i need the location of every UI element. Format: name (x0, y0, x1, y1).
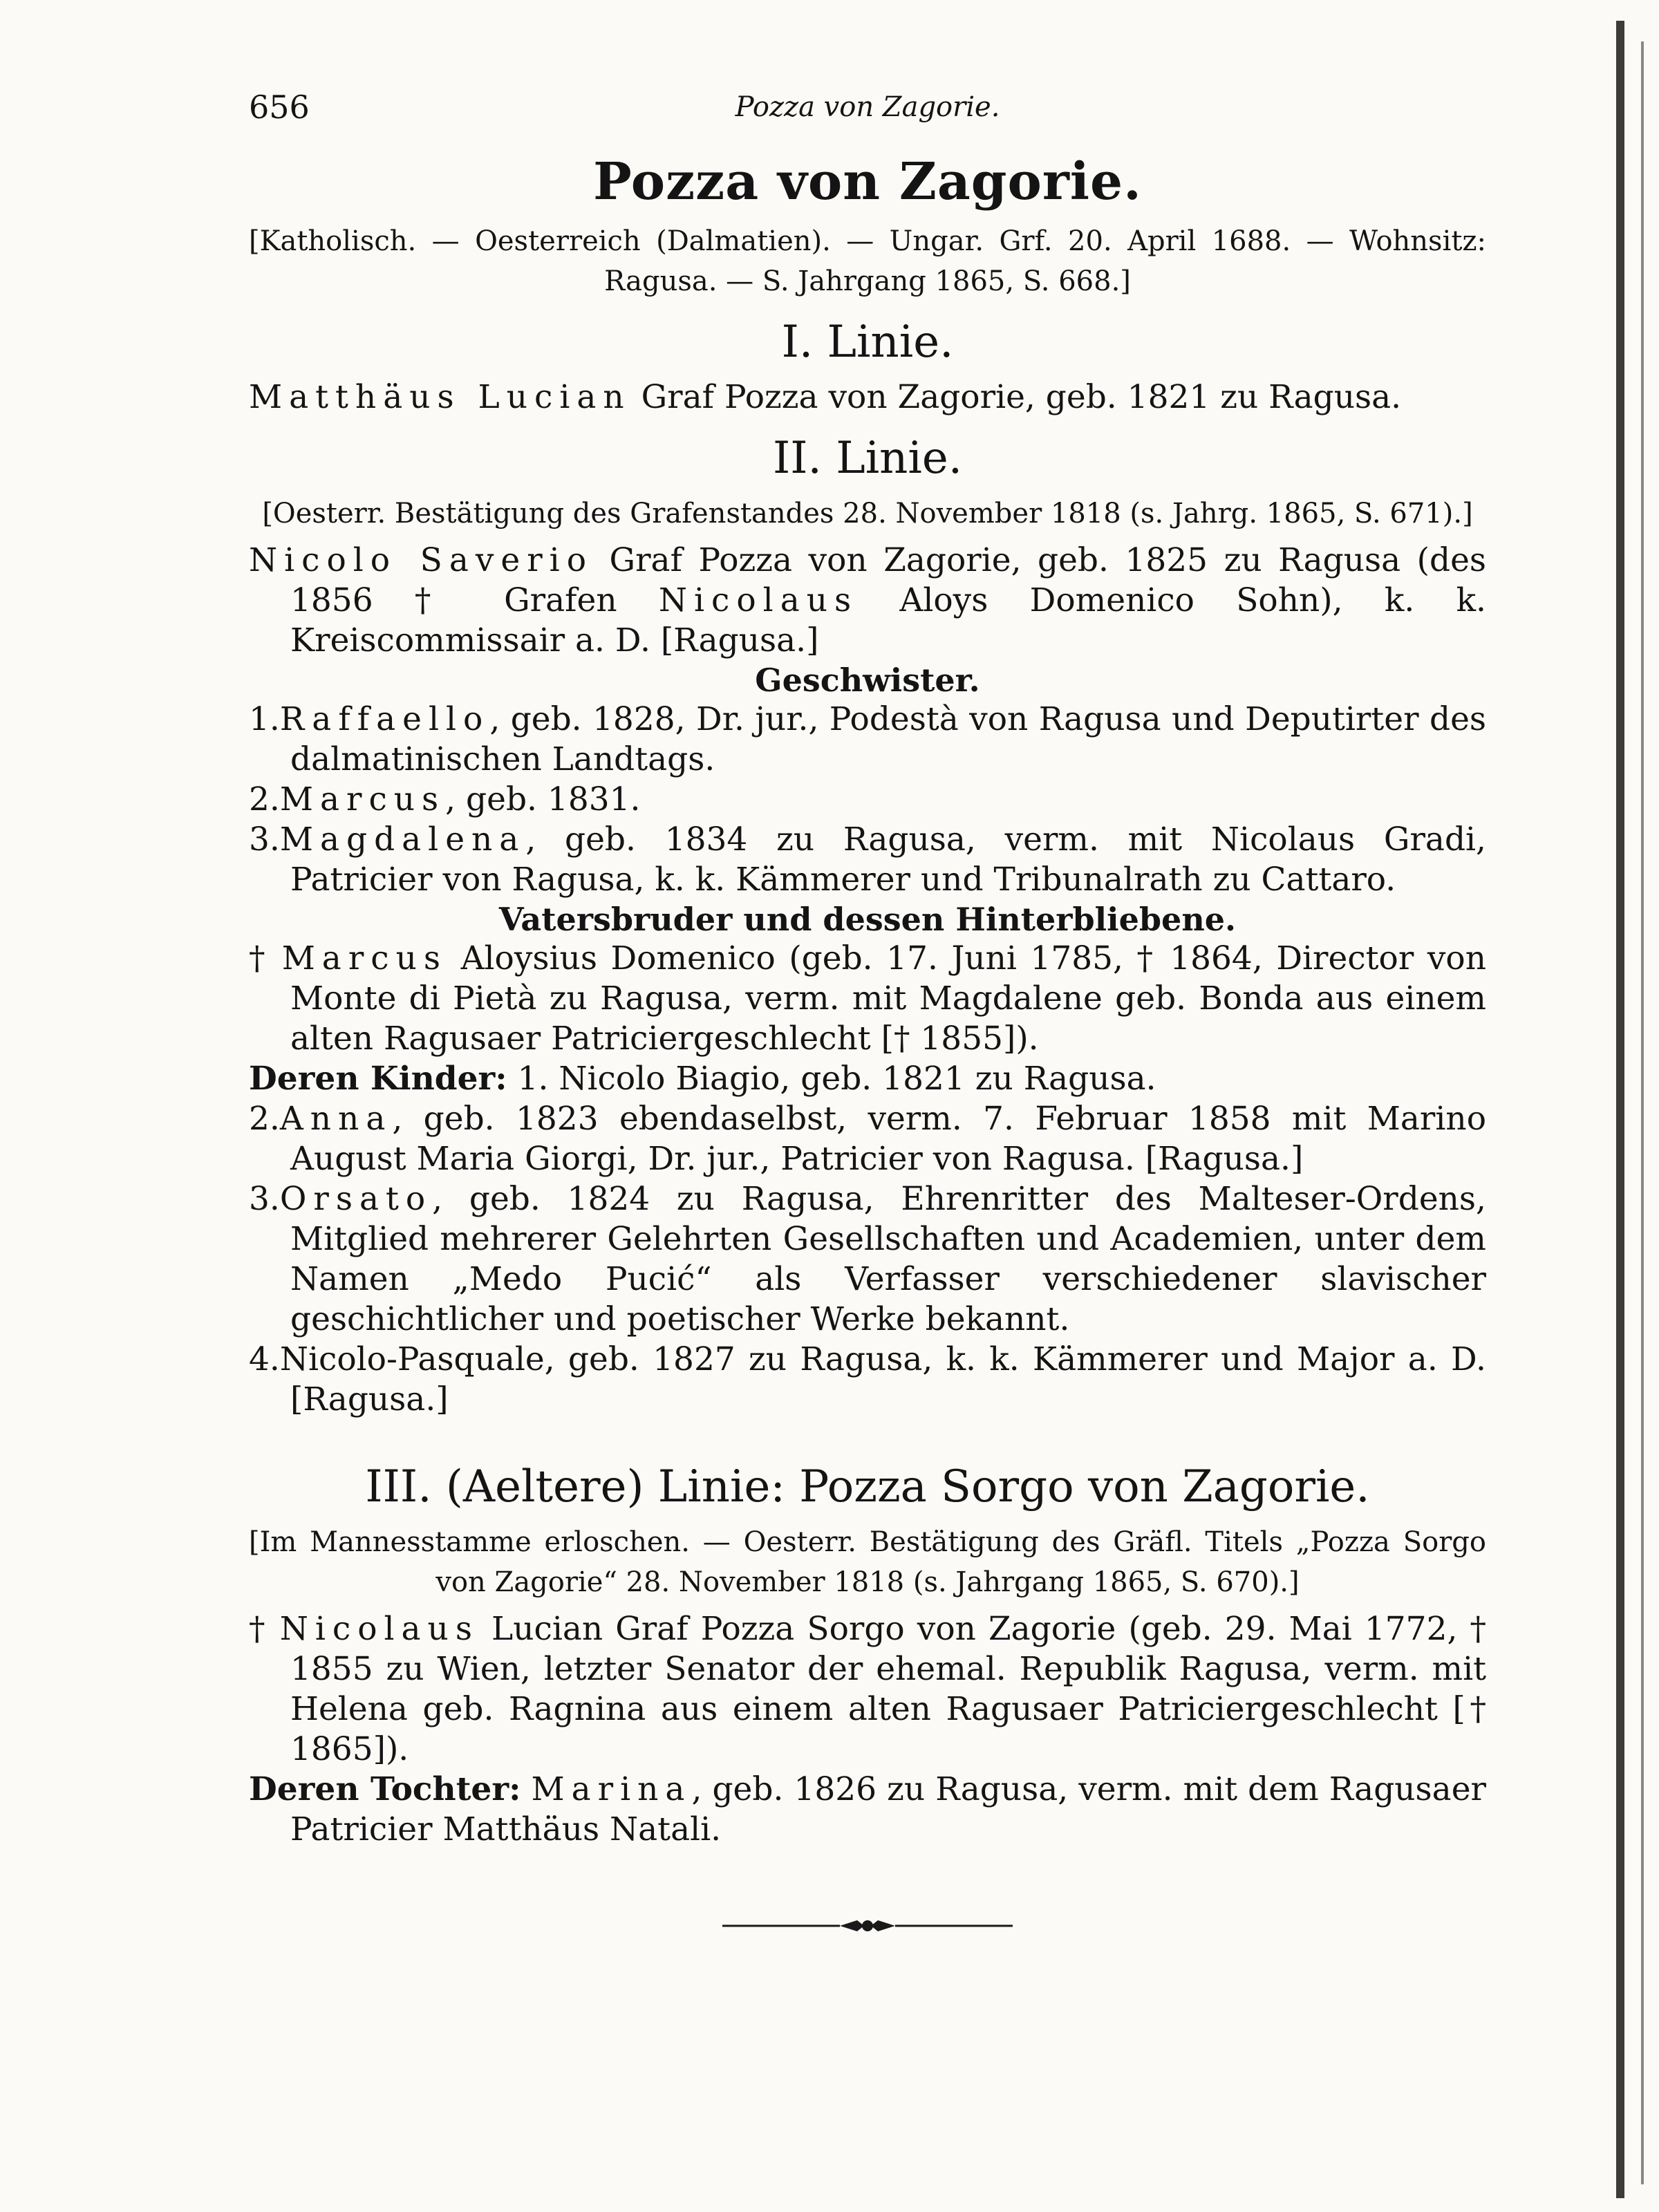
entry-name: Marcus (279, 780, 446, 818)
entry-text: Aloys Domenico Sohn), k. k. Kreiscommissair a. D. [Ragusa.] (290, 581, 1486, 659)
child-entry (249, 1340, 1486, 1420)
entry-number: 2. (249, 1100, 280, 1138)
scan-edge (1616, 21, 1624, 2198)
death-mark: † (249, 939, 282, 977)
line-2-note: [Oesterr. Bestätigung des Grafenstandes 28. November 1818 (s. Jahrg. 1865, S. 671).] (262, 498, 1473, 529)
entry-name: Raffaello (279, 700, 490, 738)
entry-text: , geb. 1834 zu Ragusa, verm. mit Nicolaus Gradi, Patricier von Ragusa, k. k. Kämmerer und Tribunalrath zu Cattaro. (290, 821, 1486, 899)
daughter-label: Deren Tochter: (249, 1770, 521, 1808)
scan-edge-secondary (1641, 41, 1644, 2184)
line-1-heading: I. Linie. (781, 317, 954, 368)
entry-text: Aloysius Domenico (geb. 17. Juni 1785, † 1864, Director von Monte di Pietà zu Ragusa, verm. mit Magdalene geb. Bonda aus einem alten Ragusaer Patriciergeschlecht [† 1855]). (290, 939, 1486, 1058)
entry-name: Matthäus Lucian (249, 378, 631, 416)
entry-number: 1. (517, 1060, 549, 1098)
line-2-heading: II. Linie. (772, 433, 963, 484)
child-entry (249, 1099, 1486, 1179)
sibling-entry (249, 780, 1486, 820)
death-mark: † (249, 1610, 280, 1648)
running-title: Pozza von Zagorie. (735, 91, 1000, 123)
entry-text: Lucian Graf Pozza Sorgo von Zagorie (geb. 29. Mai 1772, † 1855 zu Wien, letzter Senator der ehemal. Republik Ragusa, verm. mit Helena geb. Ragnina aus einem alten Ragusaer Patriciergeschlecht [† 1865]). (290, 1610, 1486, 1768)
entry-name: Anna (279, 1100, 393, 1138)
entry-number: 3. (249, 821, 280, 859)
page-number: 656 (249, 88, 310, 126)
entry-number: 1. (249, 700, 280, 738)
line-1-entry (249, 377, 1486, 418)
entry-name: Nicolo Saverio (249, 541, 594, 579)
entry-text: , geb. 1823 ebendaselbst, verm. 7. Februar 1858 mit Marino August Maria Giorgi, Dr. jur., Patricier von Ragusa. [Ragusa.] (290, 1100, 1486, 1178)
intro-note: [Katholisch. — Oesterreich (Dalmatien). — Ungar. Grf. 20. April 1688. — Wohnsitz: Ragusa. — S. Jahrgang 1865, S. 668.] (249, 225, 1486, 297)
entry-number: 3. (249, 1180, 280, 1218)
sibling-entry (249, 820, 1486, 900)
line-2-head-entry (249, 541, 1486, 661)
family-title: Pozza von Zagorie. (593, 152, 1142, 212)
line-3-entry (249, 1609, 1486, 1770)
page (249, 76, 1486, 1940)
entry-text: Nicolo Biagio, geb. 1821 zu Ragusa. (559, 1060, 1156, 1098)
entry-text: , geb. 1826 zu Ragusa, verm. mit dem Ragusaer Patricier Matthäus Natali. (290, 1770, 1486, 1848)
entry-name: Magdalena (279, 821, 526, 859)
running-head (249, 76, 1486, 124)
entry-text: Graf Pozza von Zagorie, geb. 1825 zu Ragusa (des 1856 † Grafen (290, 541, 1486, 619)
children-entry-1 (249, 1059, 1486, 1099)
father-name: Nicolaus (658, 581, 859, 619)
daughter-entry (249, 1770, 1486, 1850)
entry-text: , geb. 1828, Dr. jur., Podestà von Ragusa und Deputirter des dalmatinischen Landtags. (290, 700, 1486, 778)
siblings-heading: Geschwister. (755, 662, 980, 699)
entry-text: , geb. 1824 zu Ragusa, Ehrenritter des Malteser-Ordens, Mitglied mehrerer Gelehrten Gesellschaften und Academien, unter dem Namen „Medo Pucić“ als Verfasser verschiedener slavischer geschichtlicher und poetischer Werke bekannt. (290, 1180, 1486, 1338)
child-entry (249, 1179, 1486, 1340)
entry-name: Marina (531, 1770, 692, 1808)
entry-name: Marcus (281, 939, 448, 977)
children-label: Deren Kinder: (249, 1060, 507, 1098)
entry-number: 2. (249, 780, 280, 818)
entry-name: Orsato (279, 1180, 433, 1218)
entry-number: 4. (249, 1340, 280, 1378)
sibling-entry (249, 700, 1486, 780)
uncle-heading: Vatersbruder und dessen Hinterbliebene. (498, 901, 1237, 938)
entry-text: Graf Pozza von Zagorie, geb. 1821 zu Ragusa. (630, 378, 1402, 416)
entry-text: Nicolo-Pasquale, geb. 1827 zu Ragusa, k. k. Kämmerer und Major a. D. [Ragusa.] (279, 1340, 1486, 1418)
entry-name: Nicolaus (279, 1610, 479, 1648)
line-3-heading: III. (Aeltere) Linie: Pozza Sorgo von Zagorie. (365, 1461, 1370, 1512)
line-3-note: [Im Mannesstamme erloschen. — Oesterr. Bestätigung des Gräfl. Titels „Pozza Sorgo von Zagorie“ 28. November 1818 (s. Jahrgang 1865, S. 670).] (249, 1526, 1486, 1598)
ornament-divider-icon (722, 1912, 1013, 1940)
uncle-entry (249, 939, 1486, 1059)
ornament-divider (722, 1912, 1013, 1940)
entry-text: , geb. 1831. (445, 780, 641, 818)
